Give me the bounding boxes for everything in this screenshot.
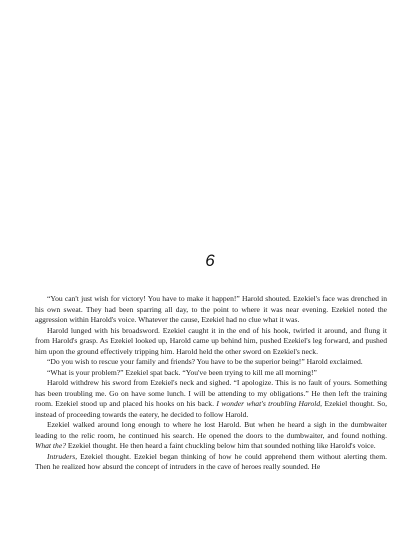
paragraph: Harold lunged with his broadsword. Ezekiel caught it in the end of his hook, twirled it around, and flung it from Harold's grasp. As Ezekiel looked up, Harold came up behind him, pushed Ezekiel's leg forward, and pushed him upon the ground effectively tripping him. Harold held the other sword on Ezekiel's neck. bbox=[35, 325, 387, 356]
paragraph: Harold withdrew his sword from Ezekiel's neck and sighed. “I apologize. This is no fault of yours. Something has been troubling me. Go on have some lunch. I will be attending to my obligations.” He then left the training room. Ezekiel stood up and placed his hooks on his back. I wonder what's troubling Harold, Ezekiel thought. So, instead of proceeding towards the eatery, he decided to follow Harold. bbox=[35, 378, 388, 419]
paragraph: Ezekiel walked around long enough to where he lost Harold. But when he heard a sigh in the dumbwaiter leading to the relic room, he continued his search. He opened the doors to the dumbwaiter, and found nothing. What the? Ezekiel thought. He then heard a faint chuckling below him that sounded nothing like Harold's voice. bbox=[35, 420, 387, 450]
chapter-body bbox=[35, 294, 387, 473]
paragraph: Intruders, Ezekiel thought. Ezekiel began thinking of how he could apprehend them without alerting them. Then he realized how absurd the concept of intruders in the cave of heroes really sounded. He bbox=[35, 451, 387, 471]
paragraph: “Do you wish to rescue your family and friends? You have to be the superior being!” Harold exclaimed. bbox=[47, 357, 363, 366]
chapter-number: 6 bbox=[205, 251, 215, 270]
paragraph: “You can't just wish for victory! You have to make it happen!” Harold shouted. Ezekiel's face was drenched in his own sweat. They had been sparring all day, to the point to where it was near evening. Ezekiel noted the aggression within Harold's voice. Whatever the cause, Ezekiel had no clue what it was. bbox=[35, 294, 387, 324]
paragraph: “What is your problem?” Ezekiel spat back. “You've been trying to kill me all morning!” bbox=[47, 367, 317, 377]
